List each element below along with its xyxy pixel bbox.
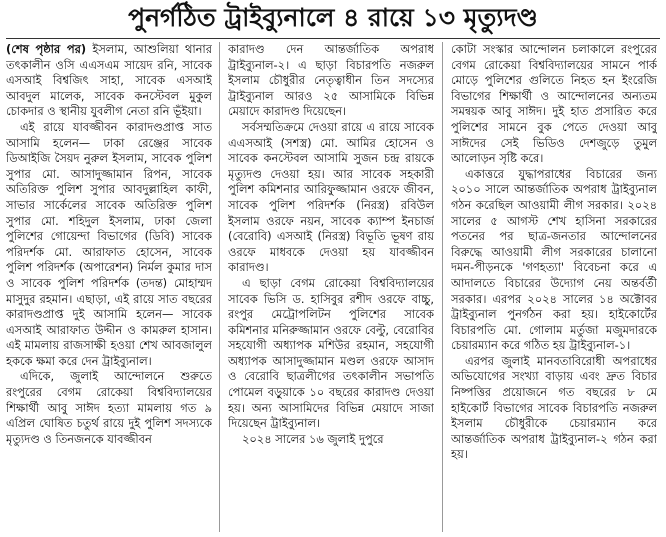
- paragraph: ২০২৪ সালের ১৬ জুলাই দুপুরে: [242, 431, 384, 446]
- column-2: [228, 42, 434, 535]
- paragraph: সর্বসম্মতিক্রমে দেওয়া রায়ে এ রায়ে সাবেক এএসআই (সশস্ত্র) মো. আমির হোসেন ও সাবেক কনস্টেবল আসামি সুজন চন্দ্র রায়কে মৃত্যুদণ্ড দেওয়া হয়। আর সাবেক সহকারী পুলিশ কমিশনার আরিফুজ্জামান ওরফে জীবন, সাবেক পুলিশ পরিদর্শক (নিরস্ত্র) রবিউল ইসলাম ওরফে নয়ন, সাবেক ক্যাম্প ইনচার্জ (বেরোবি) এসআই (নিরস্ত্র) বিভূতি ভূষণ রায় ওরফে মাধবকে দেওয়া হয় যাবজ্জীবন কারাদণ্ড।: [228, 119, 434, 275]
- paragraph: এদিকে, জুলাই আন্দোলনে শুরুতে রংপুরের বেগম রোকেয়া বিশ্ববিদ্যালয়ের শিক্ষার্থী আবু সাঈদ হত্যা মামলায় গত ৯ এপ্রিল ঘোষিত চতুর্থ রায়ে দুই পুলিশ সদস্যকে মৃত্যুদণ্ড ও তিনজনকে যাবজ্জীবন: [6, 369, 212, 446]
- paragraph-text: ইসলাম, আশুলিয়া থানার তৎকালীন ওসি এএসএম সায়েদ রনি, সাবেক এসআই বিশ্বজিৎ সাহা, সাবেক এসআই আবদুল মালেক, সাবেক কনস্টেবল মুকুল চোকদার ও স্থানীয় যুবলীগ নেতা রনি ভূঁইয়া।: [6, 42, 212, 119]
- paragraph: একাত্তরে যুদ্ধাপরাধের বিচারের জন্য ২০১০ সালে আন্তর্জাতিক অপরাধ ট্রাইব্যুনাল গঠন করেছিল আওয়ামী লীগ সরকার। ২০২৪ সালের ৫ আগস্ট শেখ হাসিনা সরকারের পতনের পর ছাত্র-জনতার আন্দোলনের বিরুদ্ধে আওয়ামী লীগ সরকারের চালানো দমন-পীড়নকে 'গণহত্যা' বিবেচনা করে এ আদালতে বিচারের উদ্যোগ নেয় অন্তর্বর্তী সরকার। এরপর ২০২৪ সালের ১৪ অক্টোবর ট্রাইব্যুনাল পুনর্গঠন করা হয়। হাইকোর্টের বিচারপতি মো. গোলাম মর্তুজা মজুমদারকে চেয়ারম্যান করে গঠিত হয় ট্রাইব্যুনাল-১।: [451, 166, 657, 353]
- paragraph: এ ছাড়া বেগম রোকেয়া বিশ্ববিদ্যালয়ের সাবেক ভিসি ড. হাসিবুর রশীদ ওরফে বাচ্চু, রংপুর মেট্রোপলিটন পুলিশের সাবেক কমিশনার মনিরুজ্জামান ওরফে বেল্টু, বেরোবির সহযোগী অধ্যাপক মশিউর রহমান, সহযোগী অধ্যাপক আসাদুজ্জামান মণ্ডল ওরফে আসাদ ও বেরোবি ছাত্রলীগের তৎকালীন সভাপতি পোমেল বড়ুয়াকে ১০ বছরের কারাদণ্ড দেওয়া হয়। অন্য আসামিদের বিভিন্ন মেয়াদে সাজা দিয়েছেন ট্রাইব্যুনাল।: [228, 275, 434, 431]
- column-divider: [219, 42, 220, 532]
- column-1: [6, 42, 212, 535]
- paragraph: এই রায়ে যাবজ্জীবন কারাদণ্ডপ্রাপ্ত সাত আসামি হলেন— ঢাকা রেঞ্জের সাবেক ডিআইজি সৈয়দ নুরুল ইসলাম, সাবেক পুলিশ সুপার মো. আসাদুজ্জামান রিপন, সাবেক অতিরিক্ত পুলিশ সুপার আবদুল্লাহিল কাফী, সাভার সার্কেলের সাবেক অতিরিক্ত পুলিশ সুপার মো. শহিদুল ইসলাম, ঢাকা জেলা পুলিশের গোয়েন্দা বিভাগের (ডিবি) সাবেক পরিদর্শক মো. আরাফাত হোসেন, সাবেক পুলিশ পরিদর্শক (অপারেশন) নির্মল কুমার দাস ও সাবেক পুলিশ পরিদর্শক (তদন্ত) মোহাম্মদ মাসুদুর রহমান। এছাড়া, এই রায়ে সাত বছরের কারাদণ্ডপ্রাপ্ত দুই আসামি হলেন— সাবেক এসআই আরাফাত উদ্দীন ও কামরুল হাসান। এই মামলায় রাজসাক্ষী হওয়া শেখ আবজালুল হককে ক্ষমা করে দেন ট্রাইব্যুনাল।: [6, 119, 212, 368]
- paragraph: কারাদণ্ড দেন আন্তর্জাতিক অপরাধ ট্রাইব্যুনাল-২। এ ছাড়া বিচারপতি নজরুল ইসলাম চৌধুরীর নেতৃত্বাধীন তিন সদস্যের ট্রাইব্যুনাল আরও ২৫ আসামিকে বিভিন্ন মেয়াদে কারাদণ্ড দিয়েছেন।: [228, 42, 434, 119]
- continued-marker: (শেষ পৃষ্ঠার পর): [6, 42, 87, 56]
- paragraph: এরপর জুলাই মানবতাবিরোধী অপরাধের অভিযোগের সংখ্যা বাড়ায় এবং দ্রুত বিচার নিষ্পত্তির প্রয়োজনে গত বছরের ৮ মে হাইকোর্ট বিভাগের সাবেক বিচারপতি নজরুল ইসলাম চৌধুরীকে চেয়ারম্যান করে আন্তর্জাতিক অপরাধ ট্রাইব্যুনাল-২ গঠন করা হয়।: [451, 353, 657, 462]
- paragraph: কোটা সংস্কার আন্দোলন চলাকালে রংপুরের বেগম রোকেয়া বিশ্ববিদ্যালয়ের সামনে পার্ক মোড়ে পুলিশের গুলিতে নিহত হন ইংরেজি বিভাগের শিক্ষার্থী ও আন্দোলনের অন্যতম সমন্বয়ক আবু সাঈদ। দুই হাত প্রসারিত করে পুলিশের সামনে বুক পেতে দেওয়া আবু সাঈদের সেই ভিডিও দেশজুড়ে তুমুল আলোড়ন সৃষ্টি করে।: [451, 42, 657, 166]
- headline-rule: [6, 38, 660, 39]
- headline: পুনর্গঠিত ট্রাইব্যুনালে ৪ রায়ে ১৩ মৃত্যুদণ্ড: [128, 3, 538, 32]
- paragraph: [6, 42, 212, 120]
- column-3: [451, 42, 657, 535]
- column-divider: [442, 42, 443, 532]
